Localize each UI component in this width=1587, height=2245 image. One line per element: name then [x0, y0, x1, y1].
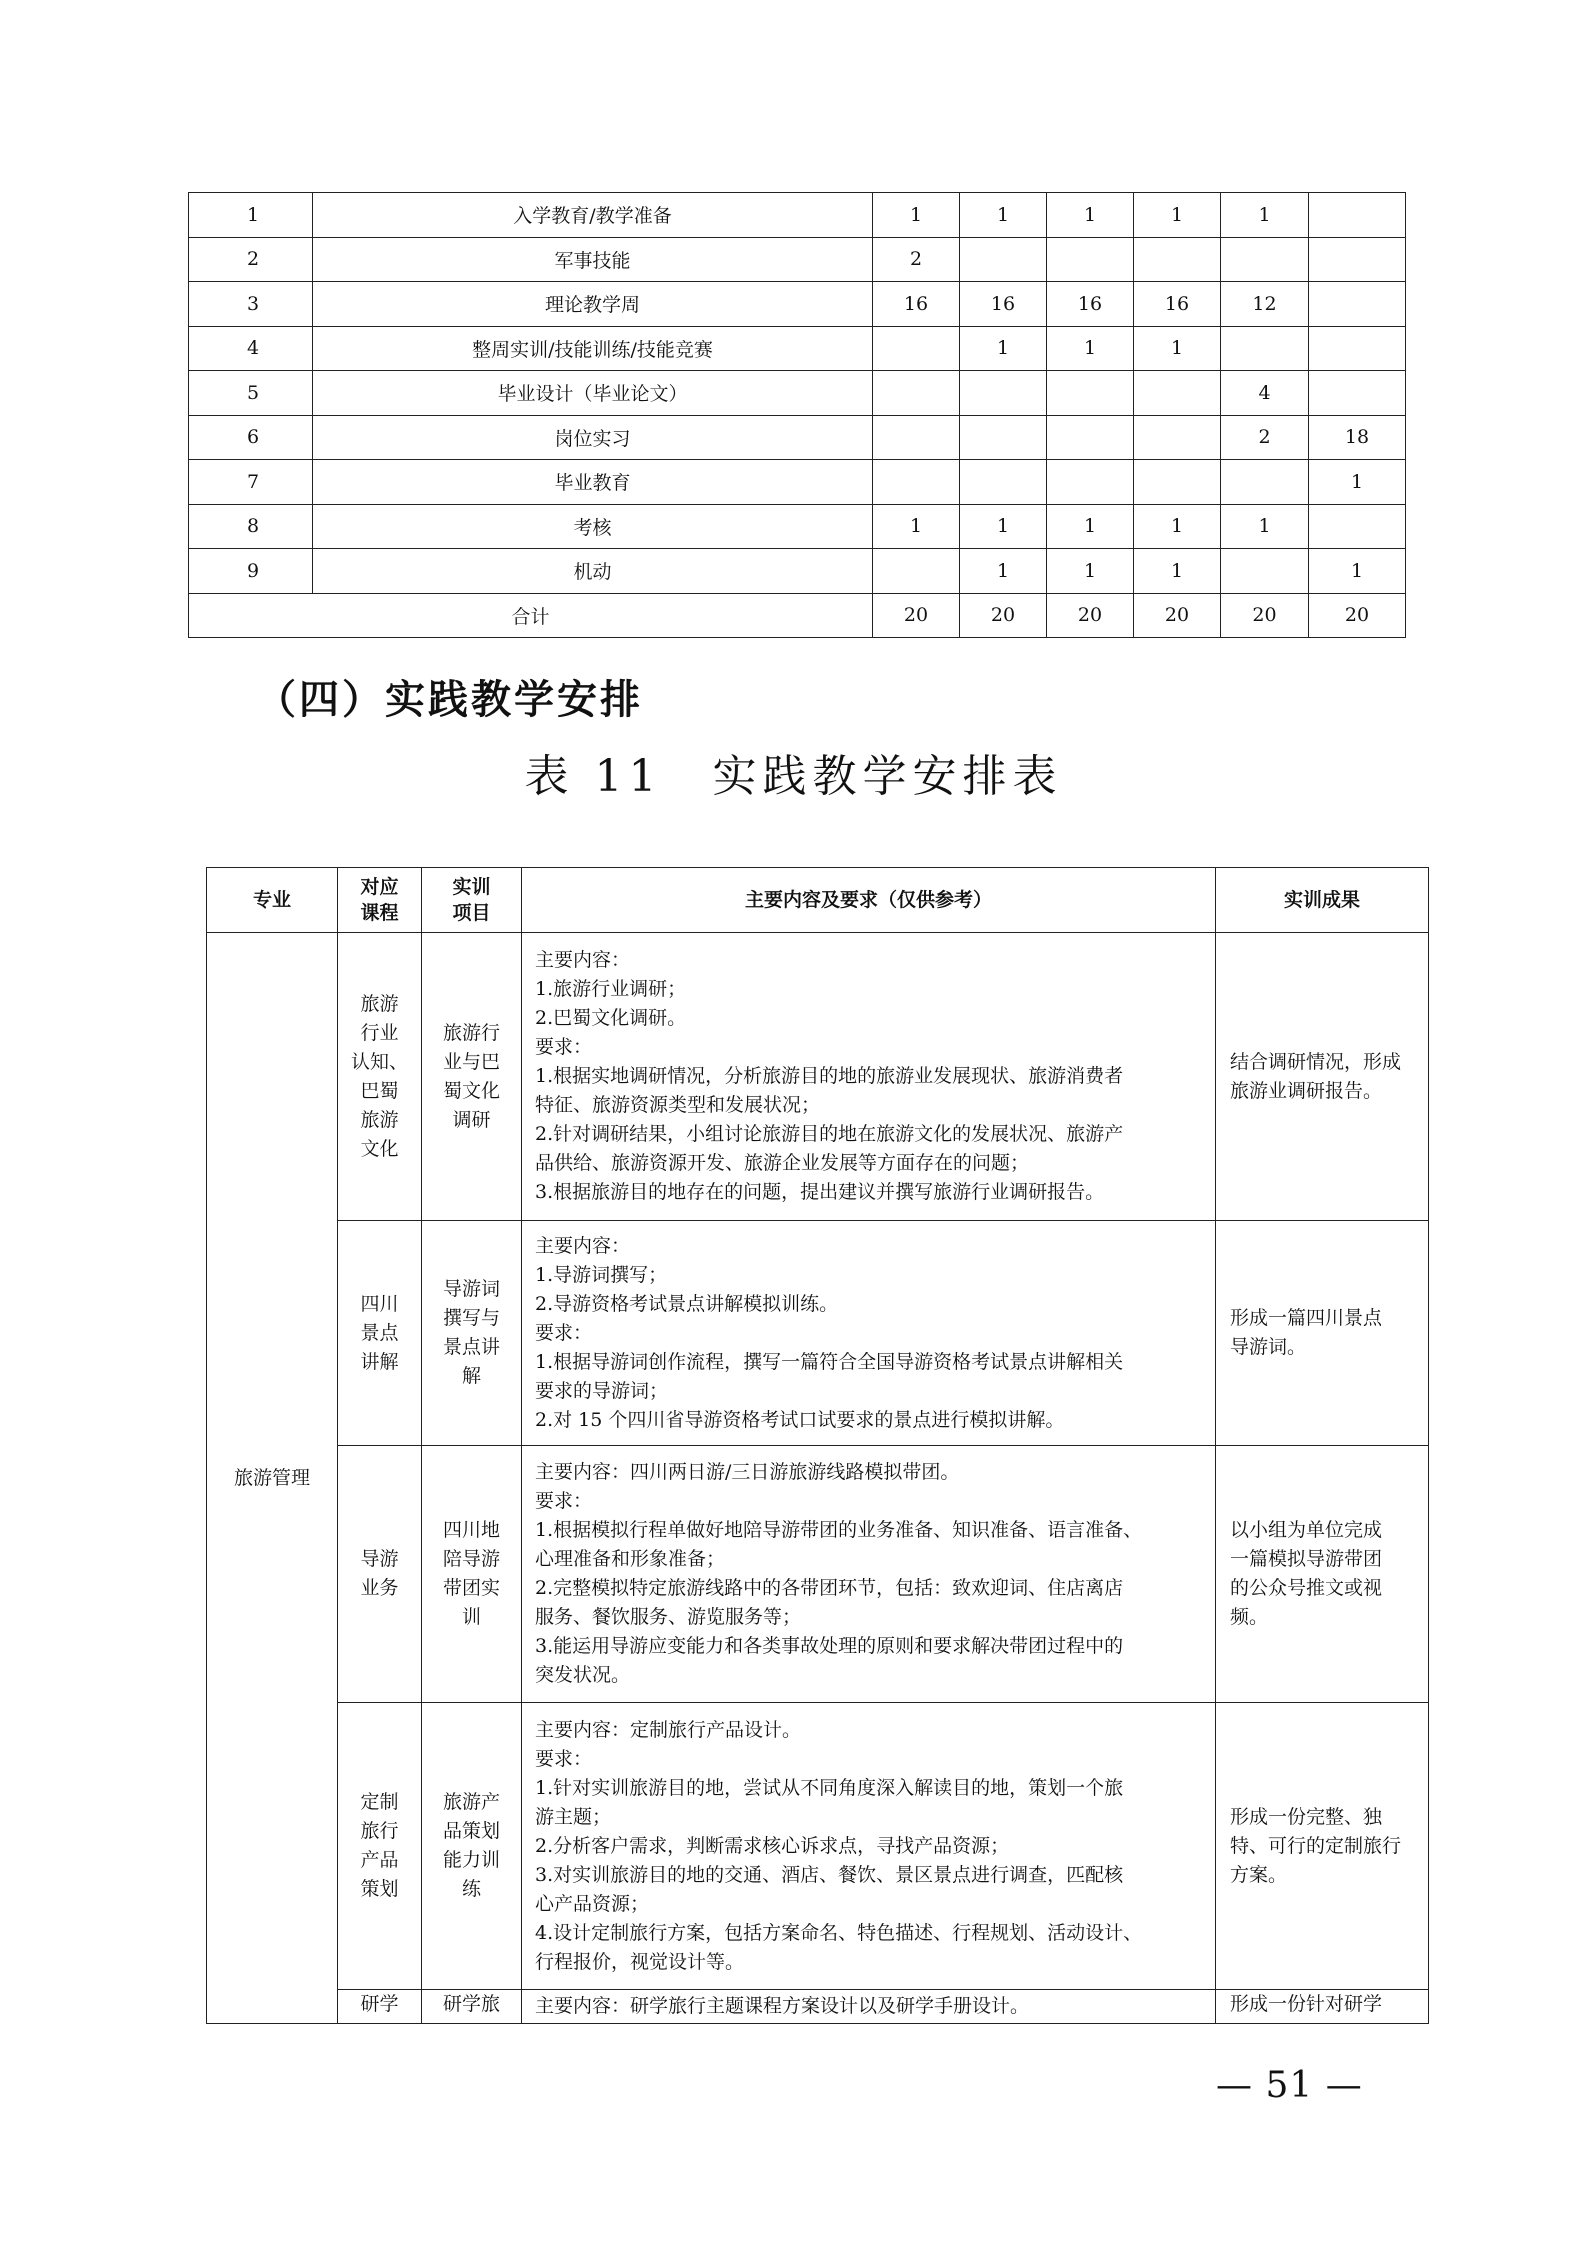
content-line: 主要内容：: [535, 1234, 631, 1257]
content-line: 特征、旅游资源类型和发展状况；: [535, 1094, 821, 1116]
schedule-week-cell: [1134, 460, 1221, 505]
schedule-row: [189, 237, 1406, 282]
content-line: 1.根据导游词创作流程，撰写一篇符合全国导游资格考试景点讲解相关: [535, 1350, 1124, 1373]
project-line: 陪导游: [442, 1548, 500, 1570]
schedule-week-cell: 1: [1047, 193, 1134, 238]
content-line: 1.根据模拟行程单做好地陪导游带团的业务准备、知识准备、语言准备、: [535, 1519, 1143, 1541]
schedule-week-cell: [873, 326, 960, 371]
practice-table-header-row: [207, 868, 1429, 933]
course-line: 产品: [360, 1849, 399, 1871]
schedule-week-cell: [1047, 415, 1134, 460]
content-line: 3.对实训旅游目的地的交通、酒店、餐饮、景区景点进行调查，匹配核: [535, 1863, 1124, 1886]
project-cell: [422, 1221, 522, 1446]
practice-row: [207, 1990, 1429, 2024]
result-line: 结合调研情况，形成: [1230, 1050, 1402, 1073]
course-cell: [338, 1221, 422, 1446]
schedule-week-cell: 2: [873, 237, 960, 282]
project-line: 调研: [452, 1108, 491, 1131]
result-line: 形成一份针对研学: [1230, 1993, 1383, 2015]
content-line: 要求：: [535, 1747, 593, 1770]
schedule-row: [189, 193, 1406, 238]
content-line: 3.根据旅游目的地存在的问题，提出建议并撰写旅游行业调研报告。: [535, 1181, 1105, 1203]
schedule-week-cell: 2: [1221, 415, 1309, 460]
course-line: 策划: [360, 1878, 399, 1900]
weekly-schedule-body: [189, 193, 1406, 638]
schedule-row-item: 毕业教育: [313, 460, 873, 505]
schedule-row-item: 入学教育/教学准备: [313, 193, 873, 238]
schedule-total-cell: 20: [960, 593, 1047, 638]
schedule-week-cell: [1047, 460, 1134, 505]
result-line: 旅游业调研报告。: [1230, 1079, 1383, 1102]
project-cell: [422, 1990, 522, 2024]
content-cell: [522, 1221, 1216, 1446]
schedule-week-cell: [960, 460, 1047, 505]
result-line: 形成一份完整、独: [1230, 1805, 1383, 1828]
schedule-week-cell: 1: [873, 193, 960, 238]
project-cell: [422, 1446, 522, 1703]
project-line: 训: [461, 1606, 481, 1628]
content-line: 主要内容：定制旅行产品设计。: [535, 1718, 802, 1741]
course-line: 研学: [360, 1993, 399, 2015]
schedule-week-cell: 1: [1047, 504, 1134, 549]
schedule-week-cell: [1309, 326, 1406, 371]
content-line: 1.旅游行业调研；: [535, 978, 687, 1000]
schedule-week-cell: [1309, 282, 1406, 327]
project-line: 业与巴: [442, 1050, 500, 1073]
content-line: 突发状况。: [535, 1664, 631, 1686]
schedule-week-cell: 1: [960, 549, 1047, 594]
content-line: 2.导游资格考试景点讲解模拟训练。: [535, 1292, 839, 1315]
schedule-week-cell: 1: [1047, 326, 1134, 371]
content-line: 2.巴蜀文化调研。: [535, 1007, 687, 1029]
schedule-week-cell: 16: [960, 282, 1047, 327]
project-line: 旅游行: [442, 1021, 500, 1044]
project-line: 旅游产: [442, 1791, 500, 1813]
schedule-week-cell: [1047, 371, 1134, 416]
practice-row: [207, 1703, 1429, 1990]
schedule-row-item: 机动: [313, 549, 873, 594]
content-cell: [522, 1703, 1216, 1990]
schedule-row-number: 3: [189, 282, 313, 327]
content-line: 要求：: [535, 1036, 593, 1058]
course-line: 讲解: [360, 1350, 399, 1373]
schedule-week-cell: 1: [873, 504, 960, 549]
project-line: 解: [461, 1365, 481, 1387]
content-line: 要求：: [535, 1490, 593, 1512]
project-line: 能力训: [442, 1849, 500, 1871]
course-line: 行业: [360, 1021, 399, 1044]
schedule-week-cell: [1134, 415, 1221, 460]
result-line: 形成一篇四川景点: [1230, 1307, 1383, 1329]
schedule-row-number: 9: [189, 549, 313, 594]
project-cell: [422, 933, 522, 1221]
result-line: 一篇模拟导游带团: [1230, 1548, 1383, 1570]
content-line: 要求：: [535, 1321, 593, 1344]
schedule-row: [189, 460, 1406, 505]
schedule-week-cell: 18: [1309, 415, 1406, 460]
schedule-total-row: [189, 593, 1406, 638]
schedule-row: [189, 371, 1406, 416]
result-line: 导游词。: [1230, 1336, 1307, 1358]
course-line: 业务: [360, 1577, 399, 1599]
result-cell: [1216, 1703, 1429, 1990]
schedule-row-number: 4: [189, 326, 313, 371]
schedule-row-number: 7: [189, 460, 313, 505]
schedule-week-cell: [1309, 371, 1406, 416]
schedule-total-cell: 20: [1047, 593, 1134, 638]
content-line: 服务、餐饮服务、游览服务等；: [535, 1606, 802, 1628]
schedule-week-cell: [1309, 193, 1406, 238]
schedule-week-cell: 1: [1134, 549, 1221, 594]
header-course-line: 课程: [360, 902, 399, 924]
content-line: 1.导游词撰写；: [535, 1263, 668, 1286]
content-line: 2.分析客户需求，判断需求核心诉求点，寻找产品资源；: [535, 1834, 1010, 1857]
header-project: [422, 868, 522, 933]
content-cell: [522, 1990, 1216, 2024]
schedule-week-cell: 1: [1047, 549, 1134, 594]
content-line: 3.能运用导游应变能力和各类事故处理的原则和要求解决带团过程中的: [535, 1635, 1124, 1657]
header-major: 专业: [207, 868, 338, 933]
schedule-week-cell: [960, 415, 1047, 460]
header-content: 主要内容及要求（仅供参考）: [522, 868, 1216, 933]
schedule-row-number: 8: [189, 504, 313, 549]
header-project-line: 项目: [452, 902, 491, 924]
schedule-week-cell: [873, 460, 960, 505]
course-line: 文化: [360, 1137, 399, 1160]
content-cell: [522, 1446, 1216, 1703]
schedule-row-number: 1: [189, 193, 313, 238]
table-title: 表 11 实践教学安排表: [524, 751, 1063, 802]
content-line: 主要内容：: [535, 949, 631, 971]
schedule-week-cell: [1221, 460, 1309, 505]
schedule-week-cell: 1: [960, 326, 1047, 371]
schedule-week-cell: 1: [1134, 193, 1221, 238]
schedule-row: [189, 282, 1406, 327]
project-cell: [422, 1703, 522, 1990]
course-cell: [338, 933, 422, 1221]
schedule-week-cell: [1047, 237, 1134, 282]
project-line: 景点讲: [442, 1336, 500, 1358]
content-line: 2.完整模拟特定旅游线路中的各带团环节，包括：致欢迎词、住店离店: [535, 1577, 1124, 1599]
schedule-week-cell: 1: [960, 193, 1047, 238]
schedule-week-cell: [1309, 237, 1406, 282]
project-line: 研学旅: [442, 1993, 500, 2015]
schedule-week-cell: 16: [1134, 282, 1221, 327]
content-line: 心产品资源；: [535, 1892, 650, 1915]
schedule-week-cell: 16: [873, 282, 960, 327]
course-line: 旅游: [360, 1108, 399, 1131]
schedule-week-cell: [873, 549, 960, 594]
schedule-row-item: 岗位实习: [313, 415, 873, 460]
course-line: 巴蜀: [360, 1079, 399, 1102]
major-cell: 旅游管理: [207, 933, 338, 2024]
result-line: 特、可行的定制旅行: [1230, 1834, 1402, 1857]
schedule-row-item: 毕业设计（毕业论文）: [313, 371, 873, 416]
schedule-week-cell: 1: [1134, 326, 1221, 371]
schedule-week-cell: 1: [960, 504, 1047, 549]
schedule-row-item: 整周实训/技能训练/技能竞赛: [313, 326, 873, 371]
course-line: 认知、: [350, 1050, 408, 1073]
course-line: 旅游: [360, 992, 399, 1015]
schedule-week-cell: 1: [1309, 460, 1406, 505]
practice-row: [207, 933, 1429, 1221]
project-line: 撰写与: [442, 1307, 500, 1329]
schedule-row: [189, 326, 1406, 371]
header-project-line: 实训: [452, 876, 491, 898]
weekly-schedule-table: [188, 192, 1406, 638]
schedule-total-label: 合计: [189, 593, 873, 638]
content-line: 主要内容：四川两日游/三日游旅游线路模拟带团。: [535, 1461, 960, 1483]
schedule-week-cell: [873, 415, 960, 460]
schedule-week-cell: 1: [1309, 549, 1406, 594]
practice-row: [207, 1446, 1429, 1703]
content-line: 心理准备和形象准备；: [535, 1548, 726, 1570]
schedule-total-cell: 20: [873, 593, 960, 638]
project-line: 练: [461, 1878, 481, 1900]
schedule-row: [189, 504, 1406, 549]
project-line: 带团实: [442, 1577, 500, 1599]
result-cell: [1216, 1221, 1429, 1446]
content-line: 1.根据实地调研情况，分析旅游目的地的旅游业发展现状、旅游消费者: [535, 1065, 1124, 1087]
content-cell: [522, 933, 1216, 1221]
content-line: 1.针对实训旅游目的地，尝试从不同角度深入解读目的地，策划一个旅: [535, 1776, 1124, 1799]
schedule-week-cell: 16: [1047, 282, 1134, 327]
schedule-week-cell: [1134, 371, 1221, 416]
content-line: 品供给、旅游资源开发、旅游企业发展等方面存在的问题；: [535, 1152, 1030, 1174]
result-line: 以小组为单位完成: [1230, 1519, 1383, 1541]
schedule-week-cell: [960, 237, 1047, 282]
result-cell: [1216, 1990, 1429, 2024]
result-cell: [1216, 1446, 1429, 1703]
course-line: 景点: [360, 1321, 399, 1344]
content-line: 2.对 15 个四川省导游资格考试口试要求的景点进行模拟讲解。: [535, 1408, 1065, 1431]
project-line: 品策划: [442, 1820, 500, 1842]
project-line: 四川地: [442, 1519, 500, 1541]
schedule-week-cell: [873, 371, 960, 416]
content-line: 2.针对调研结果，小组讨论旅游目的地在旅游文化的发展状况、旅游产: [535, 1123, 1124, 1145]
content-line: 4.设计定制旅行方案，包括方案命名、特色描述、行程规划、活动设计、: [535, 1921, 1143, 1944]
header-course: [338, 868, 422, 933]
course-cell: [338, 1703, 422, 1990]
schedule-week-cell: 12: [1221, 282, 1309, 327]
content-line: 主要内容：研学旅行主题课程方案设计以及研学手册设计。: [535, 1995, 1030, 2017]
schedule-total-cell: 20: [1221, 593, 1309, 638]
schedule-week-cell: [1309, 504, 1406, 549]
content-line: 游主题；: [535, 1805, 612, 1828]
course-cell: [338, 1990, 422, 2024]
practice-row: [207, 1221, 1429, 1446]
header-course-line: 对应: [360, 876, 399, 898]
content-line: 行程报价，视觉设计等。: [535, 1950, 745, 1973]
schedule-week-cell: 1: [1221, 504, 1309, 549]
schedule-row-number: 5: [189, 371, 313, 416]
schedule-row-number: 6: [189, 415, 313, 460]
schedule-total-cell: 20: [1134, 593, 1221, 638]
schedule-row-item: 考核: [313, 504, 873, 549]
course-line: 旅行: [360, 1820, 399, 1842]
practice-teaching-table: [206, 867, 1429, 2024]
result-line: 方案。: [1230, 1863, 1288, 1886]
result-line: 的公众号推文或视: [1230, 1577, 1383, 1599]
schedule-week-cell: [1221, 549, 1309, 594]
schedule-row-number: 2: [189, 237, 313, 282]
course-line: 定制: [360, 1791, 399, 1813]
project-line: 导游词: [442, 1278, 500, 1300]
schedule-week-cell: [960, 371, 1047, 416]
schedule-week-cell: [1221, 326, 1309, 371]
content-line: 要求的导游词；: [535, 1379, 669, 1402]
result-line: 频。: [1230, 1606, 1269, 1628]
page-number: — 51 —: [1216, 2065, 1363, 2106]
course-cell: [338, 1446, 422, 1703]
schedule-week-cell: 4: [1221, 371, 1309, 416]
schedule-row-item: 军事技能: [313, 237, 873, 282]
schedule-week-cell: 1: [1134, 504, 1221, 549]
schedule-week-cell: [1221, 237, 1309, 282]
schedule-row: [189, 415, 1406, 460]
schedule-week-cell: [1134, 237, 1221, 282]
schedule-week-cell: 1: [1221, 193, 1309, 238]
project-line: 蜀文化: [442, 1079, 500, 1102]
schedule-row: [189, 549, 1406, 594]
course-line: 四川: [360, 1292, 399, 1315]
practice-table-body: [207, 933, 1429, 2024]
result-cell: [1216, 933, 1429, 1221]
section-heading: （四）实践教学安排: [256, 676, 643, 723]
header-result: 实训成果: [1216, 868, 1429, 933]
schedule-total-cell: 20: [1309, 593, 1406, 638]
schedule-row-item: 理论教学周: [313, 282, 873, 327]
course-line: 导游: [360, 1548, 399, 1570]
